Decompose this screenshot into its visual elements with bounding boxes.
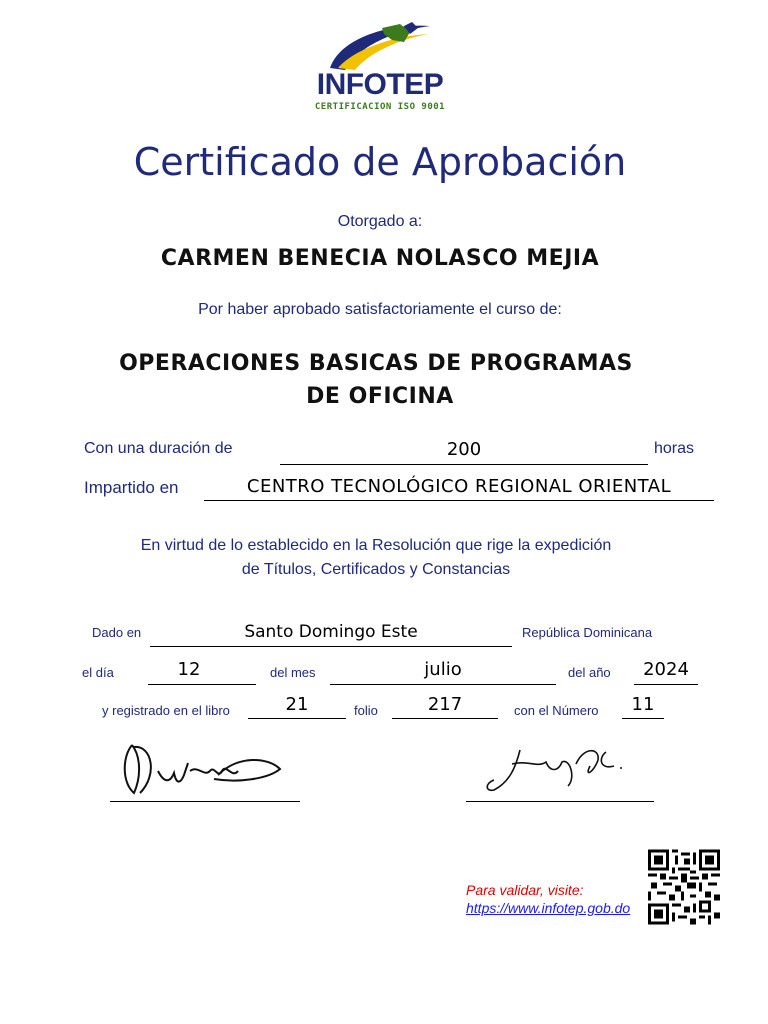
year-label: del año [568,665,611,680]
signature-right-line [466,801,654,802]
folio-line [392,718,498,719]
year-value: 2024 [643,659,689,680]
signature-left-line [110,801,300,802]
certificate-title: Certificado de Aprobación [133,140,627,184]
signature-right [480,738,640,798]
taught-label: Impartido en [84,478,179,497]
folio-value: 217 [427,694,463,715]
year-line [634,684,698,685]
course-intro: Por haber aprobado satisfactoriamente el curso de: [198,301,562,318]
resolution-line1: En virtud de lo establecido en la Resolución que rige la expedición [140,537,612,554]
logo-tagline: CERTIFICACION ISO 9001 [314,102,446,112]
course-name-line2: DE OFICINA [306,384,454,409]
awarded-label: Otorgado a: [337,213,423,230]
month-line [330,684,556,685]
book-line [248,718,346,719]
taught-value: CENTRO TECNOLÓGICO REGIONAL ORIENTAL [246,476,672,497]
folio-label: folio [354,703,378,718]
taught-line [204,500,714,501]
number-value: 11 [631,694,655,715]
number-label: con el Número [514,703,599,718]
course-name-line1: OPERACIONES BASICAS DE PROGRAMAS [119,351,633,376]
duration-line [280,464,648,465]
day-value: 12 [177,659,201,680]
infotep-logo [300,18,460,118]
month-label: del mes [270,665,316,680]
given-line [150,646,512,647]
day-label: el día [82,665,114,680]
logo-name: INFOTEP [316,68,444,101]
recipient-name: CARMEN BENECIA NOLASCO MEJIA [160,246,600,271]
number-line [622,718,664,719]
month-value: julio [424,659,462,680]
given-label: Dado en [92,625,142,640]
given-value: Santo Domingo Este [244,622,418,642]
duration-label: Con una duración de [84,440,233,457]
book-value: 21 [285,694,309,715]
day-line [148,684,256,685]
validate-text: Para validar, visite: [466,882,584,898]
resolution-line2: de Títulos, Certificados y Constancias [241,561,511,578]
duration-value: 200 [446,439,482,460]
validate-link[interactable]: https://www.infotep.gob.do [466,900,631,916]
signature-left [118,735,288,805]
given-country: República Dominicana [522,625,653,640]
qr-code-icon [648,849,720,925]
duration-unit: horas [654,440,695,457]
book-label: y registrado en el libro [102,703,230,718]
